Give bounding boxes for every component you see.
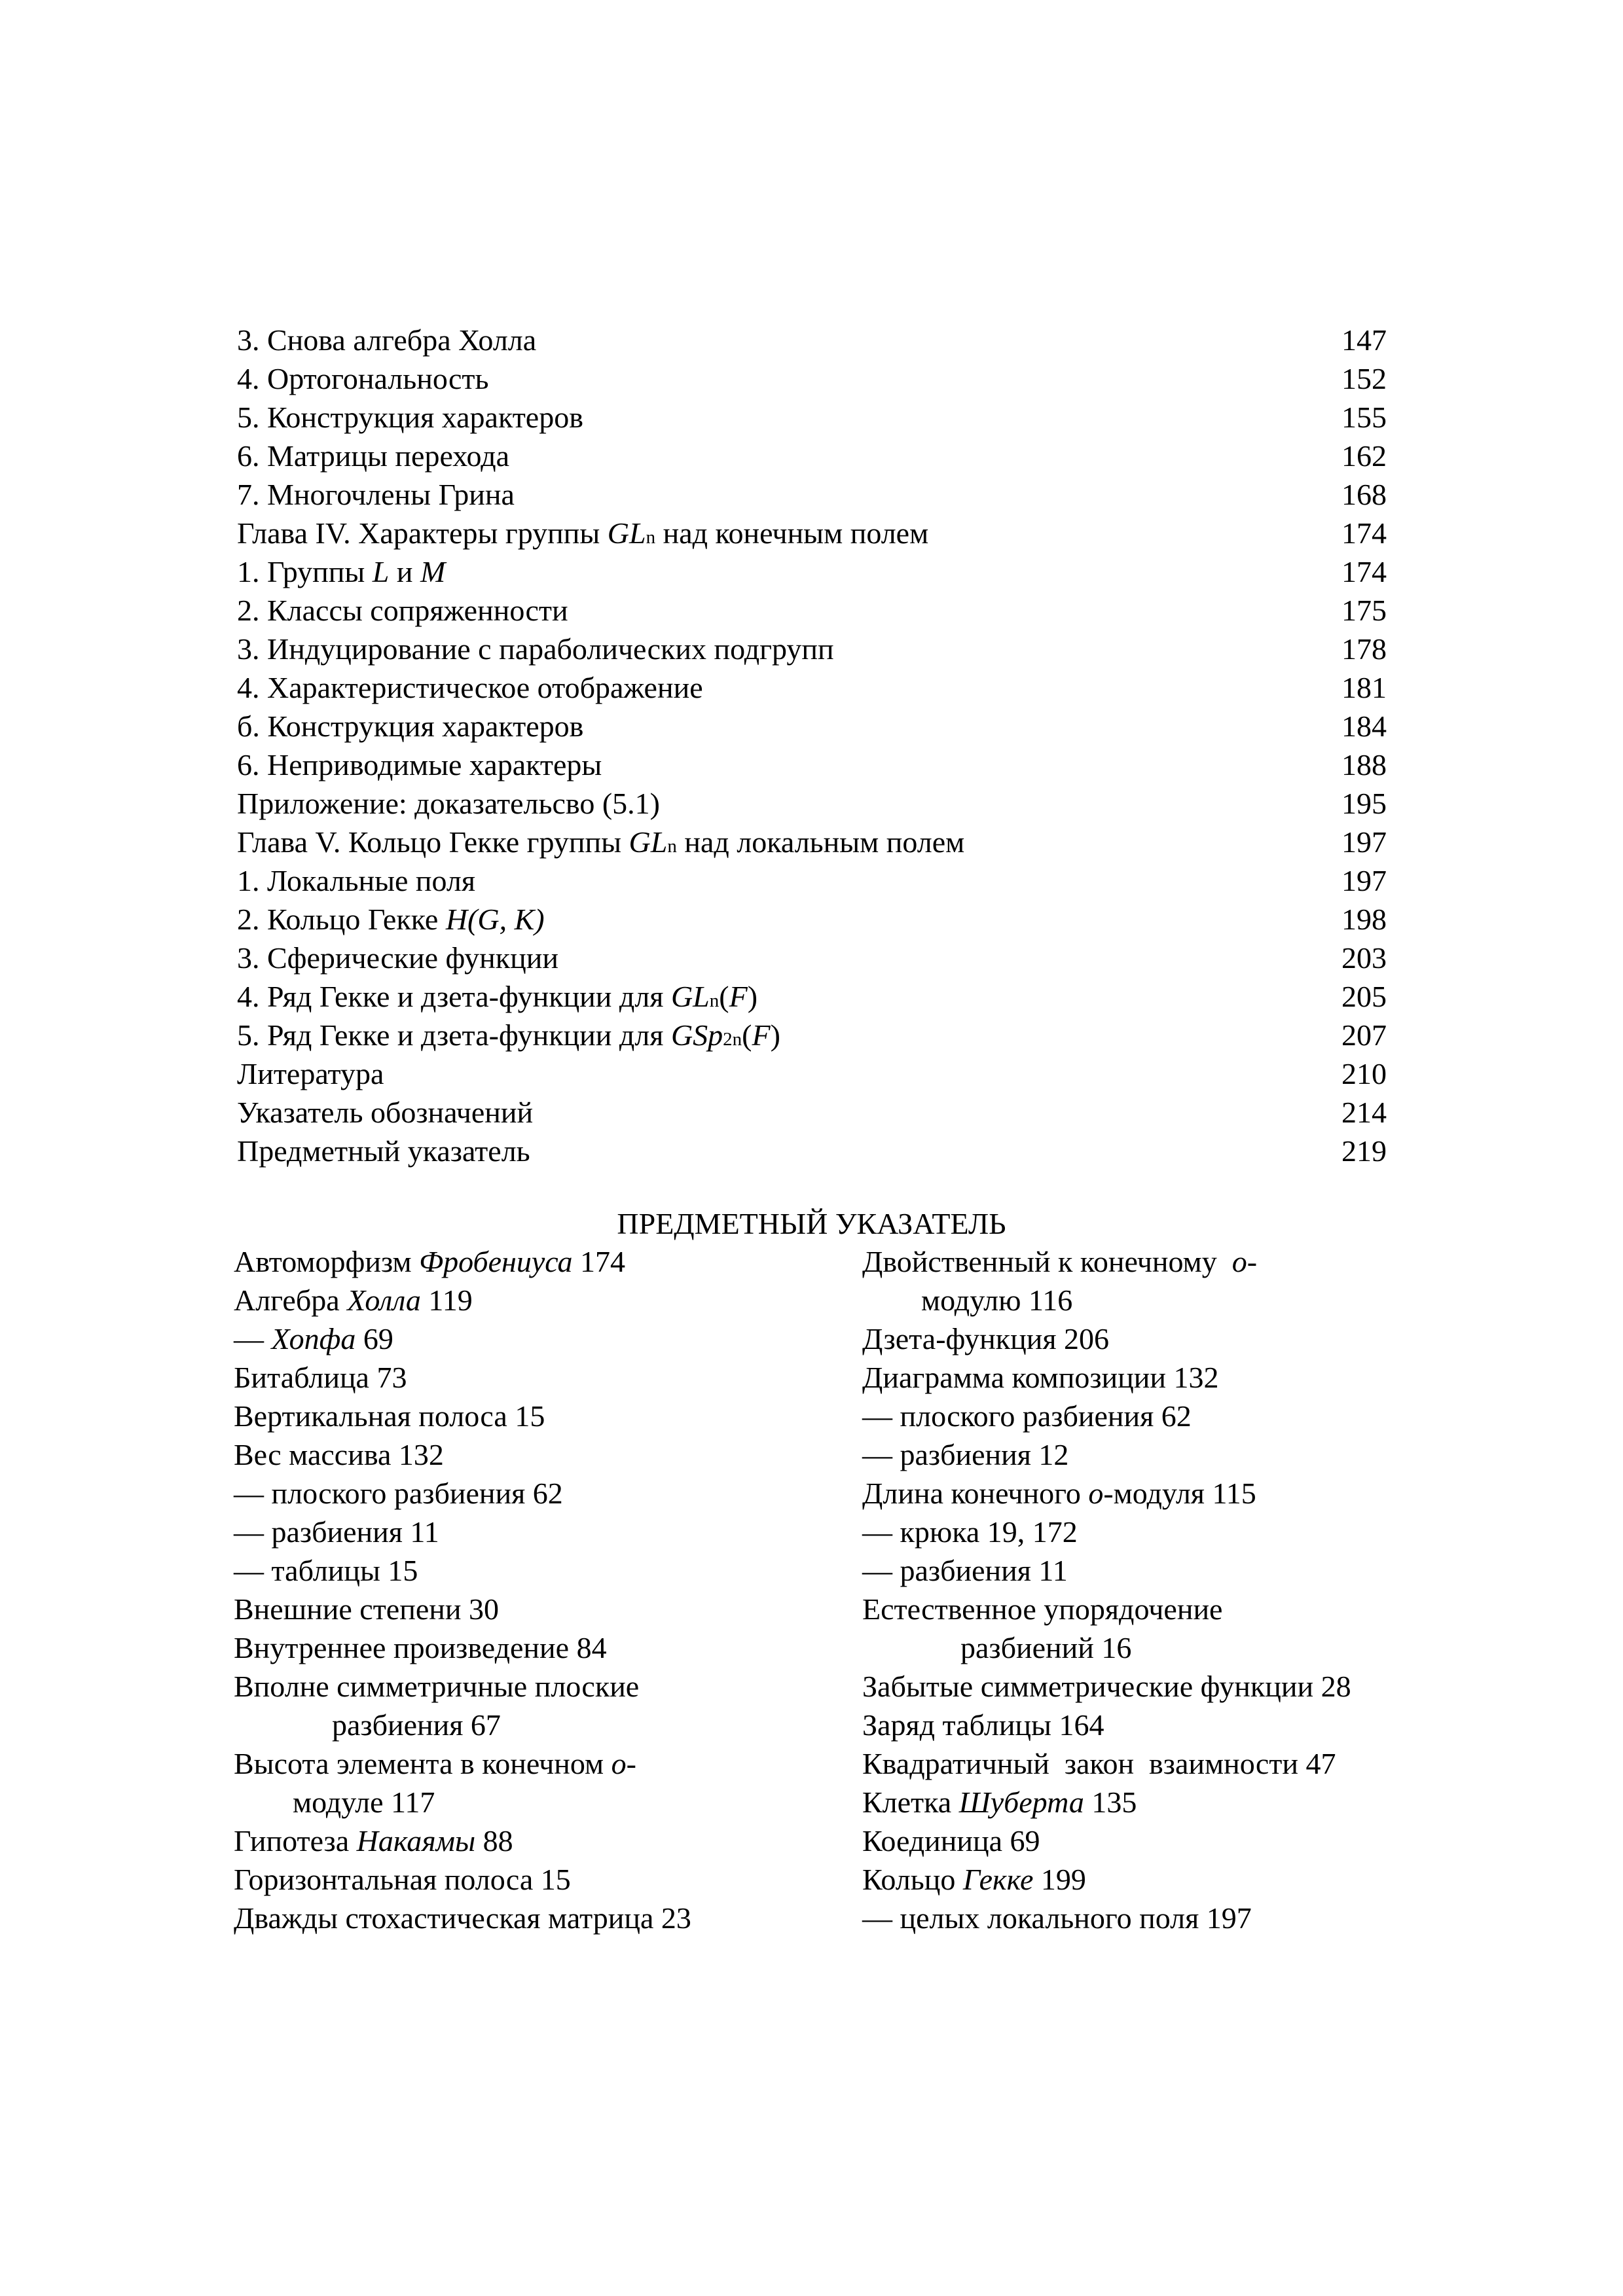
- toc-row: [237, 939, 1387, 977]
- index-entry: Горизонтальная полоса 15: [234, 1863, 571, 1896]
- toc-page: 174: [1341, 555, 1387, 588]
- index-entry: Кольцо Гекке 199: [862, 1863, 1086, 1896]
- toc-page: 197: [1341, 864, 1387, 897]
- toc-row: [237, 398, 1387, 437]
- index-column-left: [234, 1242, 875, 1937]
- toc-page: 162: [1341, 439, 1387, 473]
- toc-row: [237, 591, 1387, 630]
- index-entry: — плоского разбиения 62: [234, 1477, 563, 1510]
- toc-title: 4. Ортогональность: [237, 362, 489, 395]
- toc-row: [237, 668, 1387, 707]
- toc-page: 181: [1341, 671, 1387, 704]
- toc-page: 214: [1341, 1096, 1387, 1129]
- index-entry: Естественное упорядочение: [862, 1592, 1223, 1626]
- index-entry: Дзета-функция 206: [862, 1322, 1110, 1355]
- index-entry: Битаблица 73: [234, 1361, 407, 1394]
- toc-row: [237, 475, 1387, 514]
- index-entry: — разбиения 11: [862, 1554, 1068, 1587]
- toc-page: 203: [1341, 941, 1387, 975]
- toc-title: 3. Сферические функции: [237, 941, 558, 975]
- toc-title: 5. Конструкция характеров: [237, 401, 583, 434]
- index-entry: Длина конечного o-модуля 115: [862, 1477, 1256, 1510]
- index-column-right: [862, 1242, 1517, 1937]
- toc-title: 2. Классы сопряженности: [237, 594, 568, 627]
- toc-page: 152: [1341, 362, 1387, 395]
- index-entry: Диаграмма композиции 132: [862, 1361, 1219, 1394]
- toc-title: Литература: [237, 1057, 384, 1090]
- toc-title: 2. Кольцо Гекке H(G, K): [237, 903, 545, 936]
- toc-row: [237, 321, 1387, 359]
- index-entry: — разбиения 12: [862, 1438, 1069, 1471]
- index-entry-continuation: разбиения 67: [332, 1708, 501, 1742]
- index-entry-continuation: модулю 116: [921, 1283, 1073, 1317]
- toc-row: [237, 437, 1387, 475]
- toc-title: 4. Ряд Гекке и дзета-функции для GLn(F): [237, 980, 758, 1013]
- toc-page: 197: [1341, 825, 1387, 859]
- toc-title: 5. Ряд Гекке и дзета-функции для GSp2n(F): [237, 1018, 780, 1052]
- index-entry-continuation: разбиений 16: [960, 1631, 1132, 1664]
- table-of-contents: [237, 321, 1387, 1170]
- index-entry-continuation: модуле 117: [293, 1785, 435, 1819]
- toc-title: Указатель обозначений: [237, 1096, 534, 1129]
- toc-page: 184: [1341, 709, 1387, 743]
- toc-title: 3. Снова алгебра Холла: [237, 323, 537, 357]
- toc-title: 3. Индуцирование с параболических подгрупп: [237, 632, 834, 666]
- index-entry: Высота элемента в конечном o-: [234, 1747, 636, 1780]
- toc-page: 175: [1341, 594, 1387, 627]
- toc-title: Предметный указатель: [237, 1134, 530, 1168]
- toc-page: 155: [1341, 401, 1387, 434]
- index-entry: Вертикальная полоса 15: [234, 1399, 545, 1433]
- toc-page: 219: [1341, 1134, 1387, 1168]
- index-entry: Алгебра Холла 119: [234, 1283, 473, 1317]
- index-entry: Автоморфизм Фробениуса 174: [234, 1245, 625, 1278]
- toc-row: [237, 1016, 1387, 1054]
- toc-page: 198: [1341, 903, 1387, 936]
- index-entry: — крюка 19, 172: [862, 1515, 1078, 1549]
- toc-row: [237, 977, 1387, 1016]
- index-entry: Коединица 69: [862, 1824, 1040, 1857]
- toc-title: 1. Локальные поля: [237, 864, 476, 897]
- toc-title: Глава V. Кольцо Гекке группы GLn над локальным полем: [237, 825, 965, 859]
- index-entry: — плоского разбиения 62: [862, 1399, 1192, 1433]
- index-entry: — таблицы 15: [234, 1554, 418, 1587]
- toc-title: Приложение: доказательсво (5.1): [237, 787, 660, 820]
- index-entry: Вполне симметричные плоские: [234, 1670, 640, 1703]
- toc-title: 6. Неприводимые характеры: [237, 748, 602, 781]
- toc-row: [237, 630, 1387, 668]
- toc-page: 207: [1341, 1018, 1387, 1052]
- toc-row: [237, 1132, 1387, 1170]
- index-entry: — целых локального поля 197: [862, 1901, 1252, 1935]
- index-entry: Клетка Шуберта 135: [862, 1785, 1137, 1819]
- index-entry: Гипотеза Накаямы 88: [234, 1824, 513, 1857]
- index-entry: Внешние степени 30: [234, 1592, 499, 1626]
- toc-row: [237, 1054, 1387, 1093]
- index-entry: Двойственный к конечному o-: [862, 1245, 1258, 1278]
- index-entry: — Хопфа 69: [234, 1322, 393, 1355]
- index-entry: Внутреннее произведение 84: [234, 1631, 607, 1664]
- toc-row: [237, 823, 1387, 861]
- toc-title: Глава IV. Характеры группы GLn над конечным полем: [237, 516, 929, 550]
- toc-page: 178: [1341, 632, 1387, 666]
- index-entry: Забытые симметрические функции 28: [862, 1670, 1351, 1703]
- toc-page: 147: [1341, 323, 1387, 357]
- toc-row: [237, 745, 1387, 784]
- toc-title: 6. Матрицы перехода: [237, 439, 510, 473]
- toc-title: 7. Многочлены Грина: [237, 478, 515, 511]
- toc-row: [237, 900, 1387, 939]
- toc-page: 195: [1341, 787, 1387, 820]
- index-entry: Квадратичный закон взаимности 47: [862, 1747, 1336, 1780]
- toc-row: [237, 359, 1387, 398]
- index-entry: Вес массива 132: [234, 1438, 444, 1471]
- index-entry: Заряд таблицы 164: [862, 1708, 1104, 1742]
- toc-row: [237, 861, 1387, 900]
- toc-title: б. Конструкция характеров: [237, 709, 584, 743]
- index-entry: — разбиения 11: [234, 1515, 439, 1549]
- toc-row: [237, 514, 1387, 552]
- toc-title: 4. Характеристическое отображение: [237, 671, 703, 704]
- toc-row: [237, 707, 1387, 745]
- toc-row: [237, 1093, 1387, 1132]
- toc-page: 205: [1341, 980, 1387, 1013]
- subject-index-heading: ПРЕДМЕТНЫЙ УКАЗАТЕЛЬ: [617, 1207, 1006, 1240]
- toc-row: [237, 784, 1387, 823]
- toc-page: 174: [1341, 516, 1387, 550]
- toc-page: 210: [1341, 1057, 1387, 1090]
- toc-page: 188: [1341, 748, 1387, 781]
- toc-page: 168: [1341, 478, 1387, 511]
- index-entry: Дважды стохастическая матрица 23: [234, 1901, 691, 1935]
- toc-row: [237, 552, 1387, 591]
- toc-title: 1. Группы L и M: [237, 555, 446, 588]
